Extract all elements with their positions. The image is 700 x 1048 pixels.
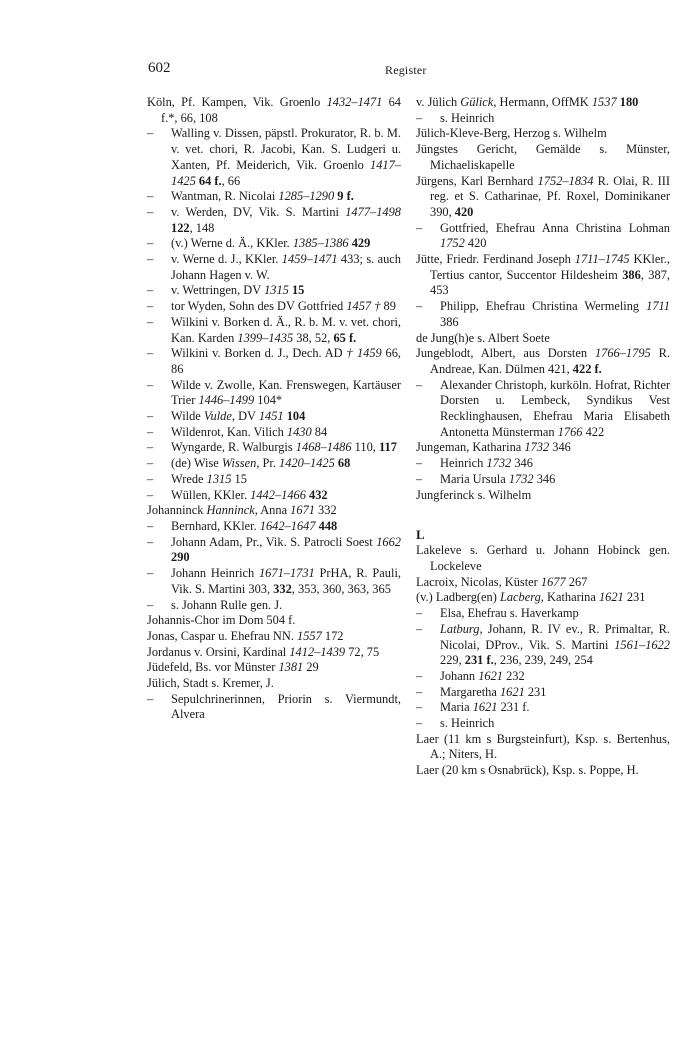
index-subentry: – Philipp, Ehefrau Christina Wermeling 1711 386 xyxy=(416,299,670,330)
page-number: 602 xyxy=(148,60,171,76)
running-head: Register xyxy=(385,63,427,77)
index-entry: Jordanus v. Orsini, Kardinal 1412–1439 72, 75 xyxy=(147,644,380,659)
left-index-column xyxy=(147,95,401,723)
index-subentry: – v. Wettringen, DV 1315 15 xyxy=(147,283,401,299)
index-subentry: – Wrede 1315 15 xyxy=(147,472,401,488)
index-entry: Jütte, Friedr. Ferdinand Joseph 1711–1745 KKler., Tertius cantor, Succentor Hildesheim 386, 387, 453 xyxy=(416,252,671,298)
index-subentry: – Bernhard, KKler. 1642–1647 448 xyxy=(147,519,401,535)
right-index-column xyxy=(416,95,670,779)
index-entry: Johannis-Chor im Dom 504 f. xyxy=(147,613,296,628)
right-column-j-entries xyxy=(416,95,670,503)
index-entry: Jüngstes Gericht, Gemälde s. Münster, Michaeliskapelle xyxy=(416,142,670,172)
index-subentry: – Wilde Vulde, DV 1451 104 xyxy=(147,409,401,425)
index-subentry: – v. Werden, DV, Vik. S. Martini 1477–1498 122, 148 xyxy=(147,205,401,236)
index-entry: Laer (11 km s Burgsteinfurt), Ksp. s. Bertenhus, A.; Niters, H. xyxy=(416,731,670,762)
index-entry: v. Jülich Gülick, Hermann, OffMK 1537 180 xyxy=(416,95,639,109)
index-entry: Jüdefeld, Bs. vor Münster 1381 29 xyxy=(147,660,319,675)
index-subentry: – s. Heinrich xyxy=(416,111,670,127)
index-subentry: – Wüllen, KKler. 1442–1466 432 xyxy=(147,488,401,504)
index-subentry: – (de) Wise Wissen, Pr. 1420–1425 68 xyxy=(147,456,401,472)
index-subentry: – Maria 1621 231 f. xyxy=(416,700,670,716)
right-column-l-entries xyxy=(416,543,670,779)
index-subentry: – Heinrich 1732 346 xyxy=(416,456,670,472)
index-entry: Lakeleve s. Gerhard u. Johann Hobinck gen. Lockeleve xyxy=(416,543,670,573)
index-entry: Johanninck Hanninck, Anna 1671 332 xyxy=(147,503,337,518)
index-subentry: – Wilde v. Zwolle, Kan. Frenswegen, Kartäuser Trier 1446–1499 104* xyxy=(147,378,401,409)
index-entry: Jungferinck s. Wilhelm xyxy=(416,487,532,502)
index-subentry: – Margaretha 1621 231 xyxy=(416,685,670,701)
index-subentry: – Wantman, R. Nicolai 1285–1290 9 f. xyxy=(147,189,401,205)
index-entry: de Jung(h)e s. Albert Soete xyxy=(416,330,550,345)
index-subentry: – Sepulchrinerinnen, Priorin s. Viermundt, Alvera xyxy=(147,692,401,723)
index-subentry: – Maria Ursula 1732 346 xyxy=(416,472,670,488)
index-subentry: – Gottfried, Ehefrau Anna Christina Lohman 1752 420 xyxy=(416,221,670,252)
index-entry: Jülich-Kleve-Berg, Herzog s. Wilhelm xyxy=(416,126,607,141)
section-letter-heading: L xyxy=(416,527,425,543)
index-subentry: – Johann Adam, Pr., Vik. S. Patrocli Soest 1662 290 xyxy=(147,535,401,566)
index-subentry: – (v.) Werne d. Ä., KKler. 1385–1386 429 xyxy=(147,236,401,252)
index-subentry: – Walling v. Dissen, päpstl. Prokurator, R. b. M. v. vet. chori, R. Jacobi, Kan. S. Ludgeri u. Xanten, Pf. Meiderich, Vik. Groenlo 1417–1425 64 f., 66 xyxy=(147,126,401,189)
index-entry: Jungeman, Katharina 1732 346 xyxy=(416,440,571,455)
index-subentry: – Wilkini v. Borken d. J., Dech. AD † 1459 66, 86 xyxy=(147,346,401,377)
index-subentry: – s. Heinrich xyxy=(416,716,670,732)
index-subentry: – Wilkini v. Borken d. Ä., R. b. M. v. vet. chori, Kan. Karden 1399–1435 38, 52, 65 f. xyxy=(147,315,401,346)
index-entry: Laer (20 km s Osnabrück), Ksp. s. Poppe, H. xyxy=(416,763,639,778)
index-subentry: – tor Wyden, Sohn des DV Gottfried 1457 † 89 xyxy=(147,299,401,315)
index-subentry: – Johann 1621 232 xyxy=(416,669,670,685)
index-entry: Lacroix, Nicolas, Küster 1677 267 xyxy=(416,574,588,589)
index-entry: Jürgens, Karl Bernhard 1752–1834 R. Olai, R. III reg. et S. Catharinae, Pf. Roxel, Dominikaner 390, 420 xyxy=(416,173,670,219)
index-subentry: – Elsa, Ehefrau s. Haverkamp xyxy=(416,606,670,622)
index-subentry: – Wyngarde, R. Walburgis 1468–1486 110, 117 xyxy=(147,440,401,456)
index-entry: (v.) Ladberg(en) Lacberg, Katharina 1621 231 xyxy=(416,590,646,605)
index-entry: Jonas, Caspar u. Ehefrau NN. 1557 172 xyxy=(147,628,344,643)
index-subentry: – s. Johann Rulle gen. J. xyxy=(147,598,401,614)
index-entry: Jungeblodt, Albert, aus Dorsten 1766–1795 R. Andreae, Kan. Dülmen 421, 422 f. xyxy=(416,346,670,376)
index-subentry: – v. Werne d. J., KKler. 1459–1471 433; s. auch Johann Hagen v. W. xyxy=(147,252,401,283)
index-subentry: – Latburg, Johann, R. IV ev., R. Primaltar, R. Nicolai, DProv., Vik. S. Martini 1561–1622 229, 231 f., 236, 239, 249, 254 xyxy=(416,622,670,669)
index-subentry: – Johann Heinrich 1671–1731 PrHA, R. Pauli, Vik. S. Martini 303, 332, 353, 360, 363, 365 xyxy=(147,566,401,597)
index-entry: Köln, Pf. Kampen, Vik. Groenlo 1432–1471 64 f.*, 66, 108 xyxy=(147,95,401,125)
index-subentry: – Wildenrot, Kan. Vilich 1430 84 xyxy=(147,425,401,441)
index-entry: Jülich, Stadt s. Kremer, J. xyxy=(147,676,274,691)
index-subentry: – Alexander Christoph, kurköln. Hofrat, Richter Dorsten u. Lembeck, Syndikus Vest Recklinghausen, Ehefrau Maria Elisabeth Antonetta Münsterman 1766 422 xyxy=(416,378,670,441)
